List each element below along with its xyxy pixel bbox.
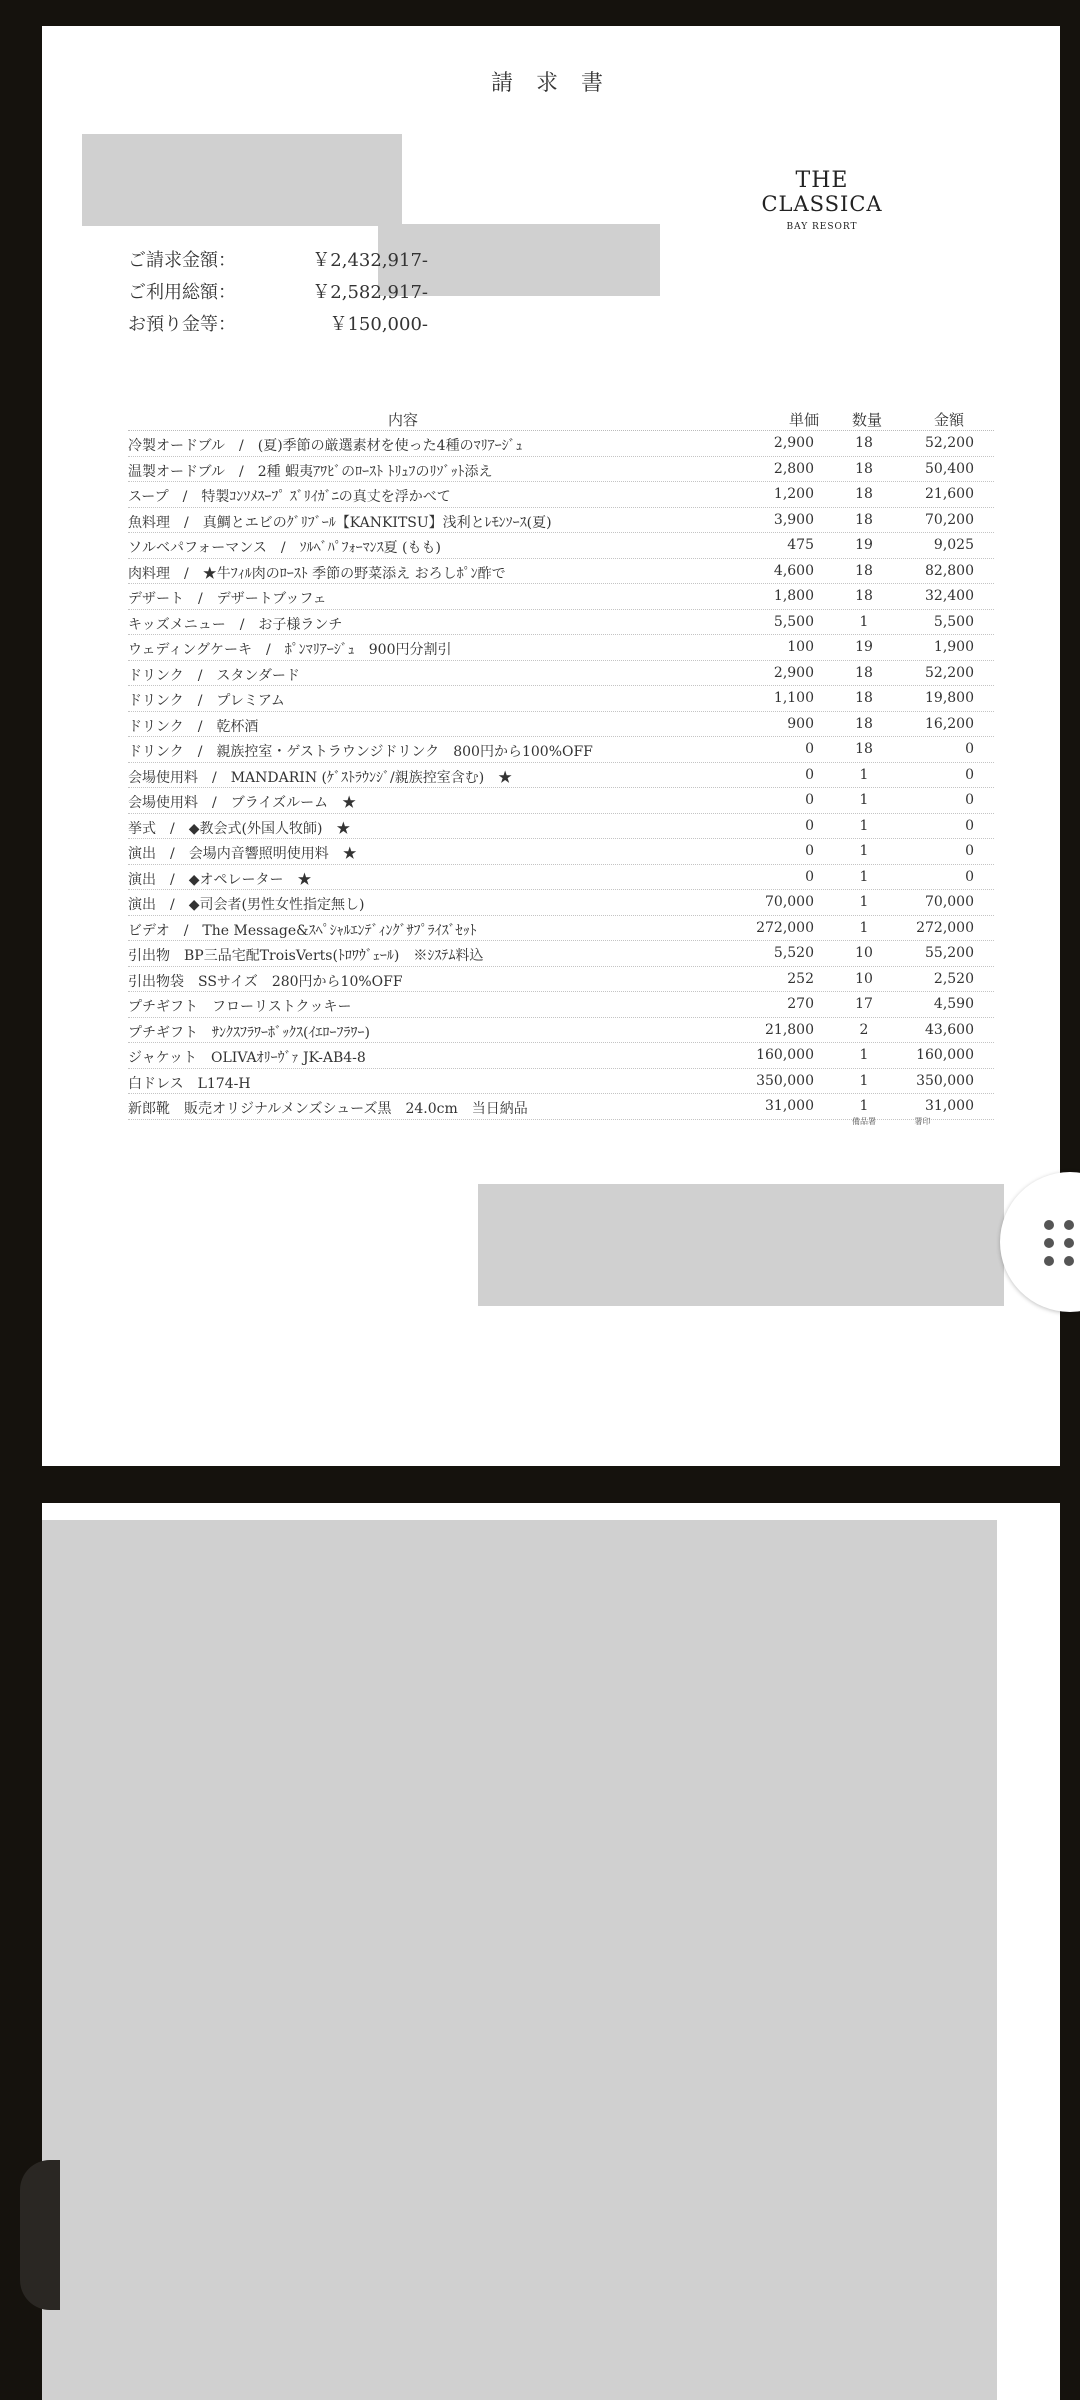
stamp-label-left: 備品署: [852, 1117, 876, 1126]
row-amount: 0: [965, 766, 974, 783]
row-price: 1,100: [773, 690, 814, 706]
table-row: [128, 890, 994, 916]
table-row: [128, 482, 994, 508]
row-price: 3,900: [773, 511, 814, 528]
row-item: デザート / デザートブッフェ: [128, 591, 327, 607]
row-item: ウェディングケーキ / ﾎﾟﾝﾏﾘｱｰｼﾞｭ 900円分割引: [128, 642, 452, 658]
row-qty: 1: [859, 1047, 869, 1063]
table-row: [128, 1018, 994, 1044]
stamp-label-right: 署印: [914, 1117, 931, 1126]
row-price: 5,520: [773, 945, 814, 961]
table-header: [128, 406, 994, 431]
row-price: 270: [787, 996, 814, 1012]
row-qty: 18: [855, 435, 873, 451]
table-row: [128, 533, 994, 559]
row-amount: 0: [965, 843, 974, 859]
table-body: [128, 431, 994, 1120]
row-amount: 0: [965, 792, 974, 808]
row-amount: 2,520: [933, 970, 974, 987]
row-amount: 1,900: [933, 639, 974, 655]
row-price: 0: [805, 741, 814, 757]
row-amount: 52,200: [925, 664, 974, 681]
row-qty: 18: [855, 715, 873, 732]
table-row: [128, 814, 994, 840]
document-title: 請 求 書: [491, 71, 611, 96]
row-item: 会場使用料 / ブライズルーム ★: [128, 795, 357, 811]
table-row: [128, 431, 994, 457]
row-price: 2,900: [773, 435, 814, 451]
row-item: 引出物袋 SSサイズ 280円から10%OFF: [128, 973, 403, 990]
summary-label: ご請求金額：: [128, 250, 236, 271]
summary-value: ￥2,582,917-: [312, 282, 428, 303]
row-qty: 17: [855, 996, 873, 1012]
table-row: [128, 737, 994, 763]
row-amount: 70,000: [925, 894, 974, 910]
row-amount: 43,600: [925, 1021, 974, 1038]
row-price: 0: [805, 843, 814, 859]
summary-row-billed: [128, 246, 428, 278]
row-qty: 10: [855, 970, 873, 987]
row-qty: 2: [859, 1021, 869, 1038]
row-price: 2,800: [773, 460, 814, 477]
row-price: 0: [805, 766, 814, 783]
table-row: [128, 457, 994, 483]
row-amount: 82,800: [925, 562, 974, 579]
row-price: 0: [805, 792, 814, 808]
resort-logo: [742, 170, 902, 232]
row-amount: 21,600: [925, 486, 974, 502]
row-price: 100: [787, 639, 814, 655]
row-price: 2,900: [773, 664, 814, 681]
invoice-table: [128, 406, 994, 1120]
row-price: 1,200: [773, 486, 814, 502]
table-row: [128, 1043, 994, 1069]
table-row: [128, 839, 994, 865]
logo-line-3: BAY RESORT: [786, 222, 858, 232]
summary-row-total: [128, 278, 428, 310]
row-qty: 1: [859, 843, 869, 859]
header-price: 単価: [788, 411, 819, 429]
row-item: ビデオ / The Message&ｽﾍﾟｼｬﾙｴﾝﾃﾞｨﾝｸﾞｻﾌﾟﾗｲｽﾞｾｯﾄ: [128, 922, 477, 939]
row-item: プチギフト ｻﾝｸｽﾌﾗﾜｰﾎﾞｯｸｽ(ｲｴﾛｰﾌﾗﾜｰ): [128, 1024, 370, 1041]
row-amount: 0: [965, 868, 974, 885]
row-qty: 1: [859, 868, 869, 885]
row-amount: 0: [965, 741, 974, 757]
row-price: 900: [787, 715, 814, 732]
table-row: [128, 788, 994, 814]
row-item: 会場使用料 / MANDARIN (ｹﾞｽﾄﾗｳﾝｼﾞ/親族控室含む) ★: [128, 769, 513, 786]
row-price: 272,000: [756, 919, 814, 936]
row-qty: 18: [855, 511, 873, 528]
side-edge-tab[interactable]: [20, 2160, 60, 2310]
table-row: [128, 610, 994, 636]
row-amount: 5,500: [933, 613, 974, 630]
row-price: 252: [787, 970, 814, 987]
table-row: [128, 916, 994, 942]
row-item: 新郎靴 販売オリジナルメンズシューズ黒 24.0cm 当日納品: [128, 1101, 528, 1117]
header-amount: 金額: [933, 411, 964, 429]
invoice-page-1: [42, 26, 1060, 1466]
row-item: 演出 / 会場内音響照明使用料 ★: [128, 846, 357, 862]
row-price: 475: [787, 537, 814, 553]
row-item: 挙式 / ◆教会式(外国人牧師) ★: [128, 820, 351, 837]
row-amount: 31,000: [925, 1098, 974, 1114]
row-price: 350,000: [756, 1072, 814, 1089]
row-item: ドリンク / スタンダード: [128, 667, 300, 684]
header-item: 内容: [387, 411, 418, 429]
summary-label: ご利用総額：: [128, 282, 236, 303]
row-item: 演出 / ◆司会者(男性女性指定無し): [128, 897, 365, 913]
summary-value: ￥2,432,917-: [312, 250, 428, 271]
row-amount: 160,000: [916, 1047, 974, 1063]
row-amount: 32,400: [925, 588, 974, 604]
table-row: [128, 865, 994, 891]
row-qty: 18: [855, 486, 873, 502]
table-row: [128, 712, 994, 738]
row-qty: 1: [859, 792, 869, 808]
row-qty: 1: [859, 766, 869, 783]
table-row: [128, 661, 994, 687]
row-item: 演出 / ◆オペレーター ★: [128, 871, 312, 888]
apps-grid-icon: [1044, 1220, 1078, 1266]
row-amount: 272,000: [916, 919, 974, 936]
row-item: キッズメニュー / お子様ランチ: [128, 616, 343, 633]
row-amount: 0: [965, 817, 974, 834]
table-row: [128, 1069, 994, 1095]
summary-row-deposit: [128, 310, 428, 342]
row-qty: 19: [855, 639, 873, 655]
logo-line-1: THE: [795, 168, 849, 193]
row-amount: 55,200: [925, 945, 974, 961]
redaction-address: [82, 134, 402, 226]
row-price: 21,800: [765, 1021, 814, 1038]
row-qty: 1: [859, 894, 869, 910]
table-row: [128, 967, 994, 993]
row-qty: 1: [859, 613, 869, 630]
row-amount: 19,800: [925, 690, 974, 706]
row-amount: 9,025: [933, 537, 974, 553]
row-item: ドリンク / プレミアム: [128, 693, 285, 709]
row-item: プチギフト フローリストクッキー: [128, 999, 352, 1015]
row-item: 魚料理 / 真鯛とエビのｸﾞﾘﾌﾞｰﾙ【KANKITSU】浅利とﾚﾓﾝｿｰｽ(夏): [128, 514, 552, 531]
table-row: [128, 584, 994, 610]
row-qty: 1: [859, 817, 869, 834]
row-item: ドリンク / 乾杯酒: [128, 718, 259, 735]
table-row: [128, 992, 994, 1018]
row-price: 4,600: [773, 562, 814, 579]
redaction-footer: [478, 1184, 1004, 1306]
logo-line-2: CLASSICA: [761, 192, 883, 216]
row-price: 5,500: [773, 613, 814, 630]
row-item: ソルベパフォーマンス / ｿﾙﾍﾞﾊﾟﾌｫｰﾏﾝｽ夏 (もも): [128, 540, 441, 556]
summary-value: ￥150,000-: [329, 314, 428, 335]
stamp-labels: [852, 1116, 967, 1127]
row-item: ドリンク / 親族控室・ゲストラウンジドリンク 800円から100%OFF: [128, 744, 593, 760]
row-price: 0: [805, 817, 814, 834]
invoice-summary: [128, 246, 428, 342]
row-qty: 18: [855, 460, 873, 477]
table-row: [128, 763, 994, 789]
row-qty: 1: [859, 1098, 869, 1114]
table-row: [128, 686, 994, 712]
row-price: 1,800: [773, 588, 814, 604]
row-price: 70,000: [765, 894, 814, 910]
row-amount: 4,590: [933, 996, 974, 1012]
row-amount: 70,200: [925, 511, 974, 528]
redaction-page-2: [42, 1520, 997, 2400]
row-amount: 16,200: [925, 715, 974, 732]
row-qty: 1: [859, 919, 869, 936]
row-qty: 18: [855, 562, 873, 579]
row-amount: 350,000: [916, 1072, 974, 1089]
table-row: [128, 559, 994, 585]
row-item: 温製オードブル / 2種 蝦夷ｱﾜﾋﾞのﾛｰｽﾄ ﾄﾘｭﾌのﾘｿﾞｯﾄ添え: [128, 463, 493, 480]
row-price: 31,000: [765, 1098, 814, 1114]
row-qty: 1: [859, 1072, 869, 1089]
summary-label: お預り金等：: [128, 314, 236, 335]
table-row: [128, 941, 994, 967]
row-item: スープ / 特製ｺﾝｿﾒｽｰﾌﾟ ｽﾞﾘｲｶﾞﾆの真丈を浮かべて: [128, 489, 451, 505]
row-item: 冷製オードブル / (夏)季節の厳選素材を使った4種のﾏﾘｱｰｼﾞｭ: [128, 438, 523, 454]
row-qty: 18: [855, 664, 873, 681]
row-qty: 19: [855, 537, 873, 553]
row-qty: 10: [855, 945, 873, 961]
row-price: 160,000: [756, 1047, 814, 1063]
row-item: 白ドレス L174-H: [128, 1075, 251, 1092]
row-item: ジャケット OLIVAｵﾘｰｳﾞｧ JK-AB4-8: [128, 1050, 366, 1066]
table-row: [128, 508, 994, 534]
row-item: 引出物 BP三品宅配TroisVerts(ﾄﾛﾜｳﾞｪｰﾙ) ※ｼｽﾃﾑ料込: [128, 948, 484, 964]
row-item: 肉料理 / ★牛ﾌｨﾙ肉のﾛｰｽﾄ 季節の野菜添え おろしﾎﾟﾝ酢で: [128, 565, 506, 582]
invoice-page-2: [42, 1503, 1060, 2400]
header-qty: 数量: [851, 411, 882, 429]
row-amount: 50,400: [925, 460, 974, 477]
row-qty: 18: [855, 690, 873, 706]
row-qty: 18: [855, 741, 873, 757]
row-qty: 18: [855, 588, 873, 604]
row-amount: 52,200: [925, 435, 974, 451]
table-row: [128, 635, 994, 661]
row-price: 0: [805, 868, 814, 885]
